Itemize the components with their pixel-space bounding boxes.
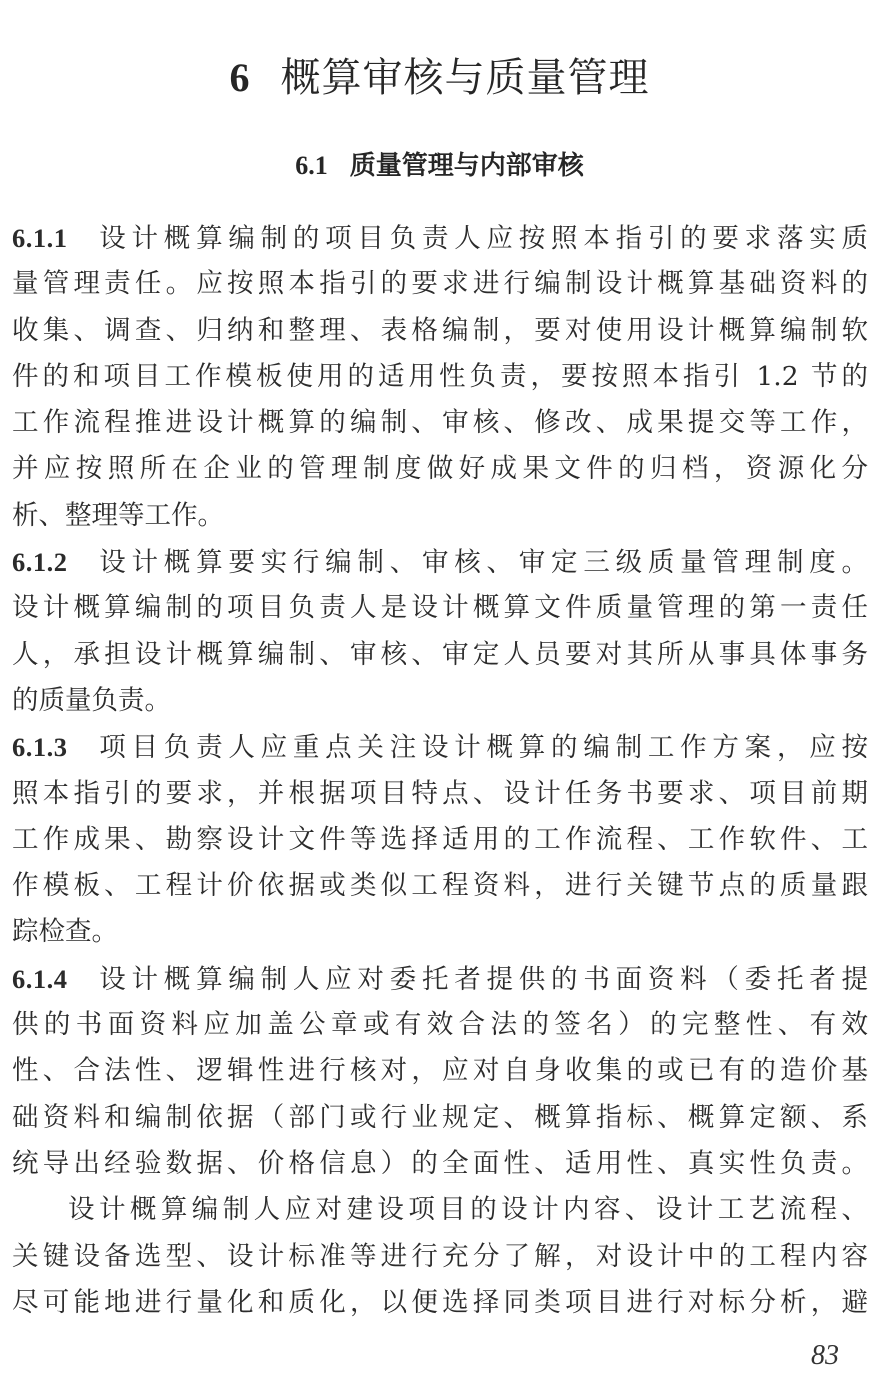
text-line bbox=[12, 539, 868, 585]
chapter-title-text: 概算审核与质量管理 bbox=[280, 55, 650, 101]
text-line: 设计概算编制的项目负责人是设计概算文件质量管理的第一责任 bbox=[12, 592, 868, 624]
text-line: 件的和项目工作模板使用的适用性负责，要按照本指引 1.2 节的 bbox=[12, 360, 868, 392]
section-title bbox=[0, 146, 879, 186]
text-line: 统导出经验数据、价格信息）的全面性、适用性、真实性负责。 bbox=[12, 1147, 868, 1179]
text-line: 供的书面资料应加盖公章或有效合法的签名）的完整性、有效 bbox=[12, 1009, 868, 1041]
clause-6-1-2 bbox=[12, 539, 868, 724]
text-line: 尽可能地进行量化和质化，以便选择同类项目进行对标分析，避 bbox=[12, 1286, 868, 1318]
clause-number: 6.1.3 bbox=[12, 732, 68, 763]
clause-6-1-1 bbox=[12, 215, 868, 539]
clause-number: 6.1.4 bbox=[12, 963, 68, 994]
section-number: 6.1 bbox=[295, 151, 328, 180]
body-text bbox=[12, 215, 868, 1326]
text-line: 作模板、工程计价依据或类似工程资料，进行关键节点的质量跟 bbox=[12, 870, 868, 902]
text-line bbox=[12, 215, 868, 261]
text-line: 关键设备选型、设计标准等进行充分了解，对设计中的工程内容 bbox=[12, 1240, 868, 1272]
text-line: 照本指引的要求，并根据项目特点、设计任务书要求、项目前期 bbox=[12, 777, 868, 809]
chapter-number: 6 bbox=[229, 55, 251, 100]
text-line bbox=[12, 956, 868, 1002]
text-line: 工作成果、勘察设计文件等选择适用的工作流程、工作软件、工 bbox=[12, 823, 868, 855]
line-text: 设计概算要实行编制、审核、审定三级质量管理制度。 bbox=[93, 547, 868, 579]
text-line: 踪检查。 bbox=[12, 916, 118, 948]
text-line: 人，承担设计概算编制、审核、审定人员要对其所从事具体事务 bbox=[12, 638, 868, 670]
text-line: 础资料和编制依据（部门或行业规定、概算指标、概算定额、系 bbox=[12, 1101, 868, 1133]
clause-6-1-3 bbox=[12, 724, 868, 955]
text-line: 收集、调查、归纳和整理、表格编制，要对使用设计概算编制软 bbox=[12, 314, 868, 346]
text-line bbox=[12, 724, 868, 770]
text-line: 析、整理等工作。 bbox=[12, 499, 224, 531]
text-line: 工作流程推进设计概算的编制、审核、修改、成果提交等工作， bbox=[12, 407, 868, 439]
line-text: 设计概算编制的项目负责人应按照本指引的要求落实质 bbox=[93, 223, 868, 254]
continuation-paragraph bbox=[12, 1187, 868, 1326]
clause-number: 6.1.2 bbox=[12, 547, 68, 578]
line-text: 项目负责人应重点关注设计概算的编制工作方案，应按 bbox=[93, 732, 868, 764]
text-line: 性、合法性、逻辑性进行核对，应对自身收集的或已有的造价基 bbox=[12, 1055, 868, 1087]
line-text: 设计概算编制人应对委托者提供的书面资料（委托者提 bbox=[93, 963, 868, 995]
page-number: 83 bbox=[811, 1340, 839, 1371]
text-line: 的质量负责。 bbox=[12, 684, 171, 716]
section-title-text: 质量管理与内部审核 bbox=[349, 151, 584, 181]
clause-6-1-4 bbox=[12, 956, 868, 1187]
text-line: 设计概算编制人应对建设项目的设计内容、设计工艺流程、 bbox=[68, 1194, 868, 1226]
chapter-title bbox=[0, 50, 879, 106]
text-line: 并应按照所在企业的管理制度做好成果文件的归档，资源化分 bbox=[12, 453, 868, 485]
text-line: 量管理责任。应按照本指引的要求进行编制设计概算基础资料的 bbox=[12, 268, 868, 300]
clause-number: 6.1.1 bbox=[12, 223, 68, 253]
